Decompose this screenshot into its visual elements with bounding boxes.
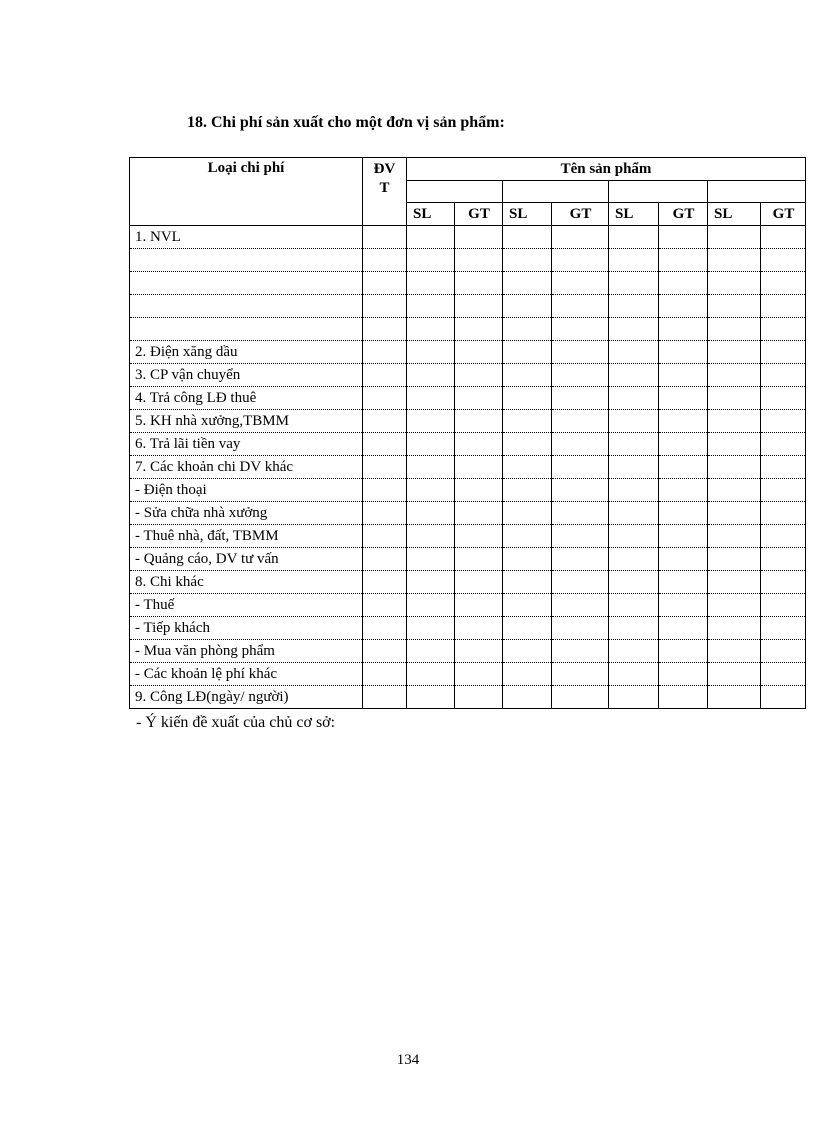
table-row xyxy=(130,548,806,571)
table-row xyxy=(130,502,806,525)
value-cell[interactable] xyxy=(552,456,609,479)
unit-cell[interactable] xyxy=(363,594,407,617)
value-cell[interactable] xyxy=(659,571,708,594)
cost-type-label: - Thuê nhà, đất, TBMM xyxy=(130,525,363,548)
quantity-cell[interactable] xyxy=(407,571,455,594)
table-row xyxy=(130,272,806,295)
value-cell[interactable] xyxy=(761,617,806,640)
cost-type-label: 3. CP vận chuyển xyxy=(130,364,363,387)
value-cell[interactable] xyxy=(659,295,708,318)
value-cell[interactable] xyxy=(761,640,806,663)
quantity-cell[interactable] xyxy=(708,272,761,295)
cost-type-label xyxy=(130,295,363,318)
quantity-cell[interactable] xyxy=(609,295,659,318)
value-cell[interactable] xyxy=(659,318,708,341)
quantity-cell[interactable] xyxy=(708,617,761,640)
quantity-cell[interactable] xyxy=(609,364,659,387)
quantity-cell[interactable] xyxy=(407,341,455,364)
value-cell[interactable] xyxy=(552,272,609,295)
col-gt: GT xyxy=(552,203,609,226)
value-cell[interactable] xyxy=(455,318,503,341)
quantity-cell[interactable] xyxy=(503,249,552,272)
cost-table xyxy=(129,157,806,709)
quantity-cell[interactable] xyxy=(503,571,552,594)
quantity-cell[interactable] xyxy=(708,640,761,663)
table-row xyxy=(130,456,806,479)
cost-type-label xyxy=(130,272,363,295)
quantity-cell[interactable] xyxy=(503,502,552,525)
header-unit: ĐV T xyxy=(363,158,407,226)
quantity-cell[interactable] xyxy=(407,502,455,525)
value-cell[interactable] xyxy=(455,249,503,272)
quantity-cell[interactable] xyxy=(609,502,659,525)
value-cell[interactable] xyxy=(659,249,708,272)
unit-cell[interactable] xyxy=(363,548,407,571)
value-cell[interactable] xyxy=(761,295,806,318)
quantity-cell[interactable] xyxy=(503,318,552,341)
quantity-cell[interactable] xyxy=(407,272,455,295)
unit-cell[interactable] xyxy=(363,640,407,663)
table-row xyxy=(130,410,806,433)
quantity-cell[interactable] xyxy=(609,456,659,479)
value-cell[interactable] xyxy=(761,272,806,295)
table-row xyxy=(130,318,806,341)
unit-cell[interactable] xyxy=(363,364,407,387)
value-cell[interactable] xyxy=(455,387,503,410)
value-cell[interactable] xyxy=(659,502,708,525)
unit-cell[interactable] xyxy=(363,341,407,364)
table-row xyxy=(130,341,806,364)
quantity-cell[interactable] xyxy=(407,617,455,640)
product-name-cell-1[interactable] xyxy=(407,181,503,203)
value-cell[interactable] xyxy=(659,686,708,709)
cost-type-label: - Điện thoại xyxy=(130,479,363,502)
table-row xyxy=(130,433,806,456)
quantity-cell[interactable] xyxy=(503,640,552,663)
table-row xyxy=(130,686,806,709)
cost-type-label xyxy=(130,318,363,341)
quantity-cell[interactable] xyxy=(708,341,761,364)
value-cell[interactable] xyxy=(455,686,503,709)
value-cell[interactable] xyxy=(552,410,609,433)
quantity-cell[interactable] xyxy=(503,456,552,479)
quantity-cell[interactable] xyxy=(609,640,659,663)
col-gt: GT xyxy=(455,203,503,226)
quantity-cell[interactable] xyxy=(708,686,761,709)
value-cell[interactable] xyxy=(659,640,708,663)
table-row xyxy=(130,640,806,663)
quantity-cell[interactable] xyxy=(503,410,552,433)
value-cell[interactable] xyxy=(455,341,503,364)
unit-cell[interactable] xyxy=(363,456,407,479)
quantity-cell[interactable] xyxy=(503,433,552,456)
quantity-cell[interactable] xyxy=(708,594,761,617)
quantity-cell[interactable] xyxy=(407,410,455,433)
quantity-cell[interactable] xyxy=(503,594,552,617)
value-cell[interactable] xyxy=(552,571,609,594)
value-cell[interactable] xyxy=(761,548,806,571)
col-sl: SL xyxy=(609,203,659,226)
quantity-cell[interactable] xyxy=(503,295,552,318)
quantity-cell[interactable] xyxy=(407,226,455,249)
quantity-cell[interactable] xyxy=(609,410,659,433)
quantity-cell[interactable] xyxy=(708,387,761,410)
value-cell[interactable] xyxy=(455,571,503,594)
table-row xyxy=(130,571,806,594)
quantity-cell[interactable] xyxy=(708,548,761,571)
value-cell[interactable] xyxy=(455,272,503,295)
value-cell[interactable] xyxy=(761,318,806,341)
quantity-cell[interactable] xyxy=(503,479,552,502)
quantity-cell[interactable] xyxy=(609,226,659,249)
col-sl: SL xyxy=(503,203,552,226)
unit-cell[interactable] xyxy=(363,387,407,410)
value-cell[interactable] xyxy=(552,249,609,272)
quantity-cell[interactable] xyxy=(503,364,552,387)
product-name-cell-2[interactable] xyxy=(503,181,609,203)
quantity-cell[interactable] xyxy=(708,249,761,272)
value-cell[interactable] xyxy=(455,433,503,456)
value-cell[interactable] xyxy=(761,571,806,594)
cost-type-label xyxy=(130,249,363,272)
page-number: 134 xyxy=(396,1052,420,1068)
value-cell[interactable] xyxy=(455,479,503,502)
quantity-cell[interactable] xyxy=(708,410,761,433)
col-sl: SL xyxy=(708,203,761,226)
value-cell[interactable] xyxy=(659,479,708,502)
quantity-cell[interactable] xyxy=(407,594,455,617)
table-row xyxy=(130,226,806,249)
unit-cell[interactable] xyxy=(363,410,407,433)
value-cell[interactable] xyxy=(659,387,708,410)
value-cell[interactable] xyxy=(659,525,708,548)
quantity-cell[interactable] xyxy=(609,594,659,617)
value-cell[interactable] xyxy=(455,502,503,525)
value-cell[interactable] xyxy=(552,548,609,571)
unit-cell[interactable] xyxy=(363,249,407,272)
quantity-cell[interactable] xyxy=(407,548,455,571)
value-cell[interactable] xyxy=(455,525,503,548)
cost-type-label: - Sửa chữa nhà xưởng xyxy=(130,502,363,525)
quantity-cell[interactable] xyxy=(407,433,455,456)
quantity-cell[interactable] xyxy=(609,548,659,571)
quantity-cell[interactable] xyxy=(609,479,659,502)
value-cell[interactable] xyxy=(761,594,806,617)
quantity-cell[interactable] xyxy=(407,686,455,709)
table-row xyxy=(130,525,806,548)
quantity-cell[interactable] xyxy=(503,617,552,640)
quantity-cell[interactable] xyxy=(708,226,761,249)
value-cell[interactable] xyxy=(659,663,708,686)
table-row xyxy=(130,663,806,686)
cost-type-label: 5. KH nhà xưởng,TBMM xyxy=(130,410,363,433)
col-gt: GT xyxy=(659,203,708,226)
quantity-cell[interactable] xyxy=(708,479,761,502)
unit-cell[interactable] xyxy=(363,525,407,548)
unit-cell[interactable] xyxy=(363,295,407,318)
quantity-cell[interactable] xyxy=(503,272,552,295)
quantity-cell[interactable] xyxy=(609,341,659,364)
value-cell[interactable] xyxy=(552,387,609,410)
quantity-cell[interactable] xyxy=(407,663,455,686)
cost-rows xyxy=(130,226,806,709)
value-cell[interactable] xyxy=(761,525,806,548)
quantity-cell[interactable] xyxy=(609,663,659,686)
cost-type-label: - Các khoản lệ phí khác xyxy=(130,663,363,686)
quantity-cell[interactable] xyxy=(609,249,659,272)
product-name-cell-4[interactable] xyxy=(708,181,806,203)
unit-cell[interactable] xyxy=(363,272,407,295)
cost-type-label: - Quảng cáo, DV tư vấn xyxy=(130,548,363,571)
cost-type-label: 2. Điện xăng dầu xyxy=(130,341,363,364)
quantity-cell[interactable] xyxy=(407,249,455,272)
cost-type-label: 9. Công LĐ(ngày/ người) xyxy=(130,686,363,709)
table-row xyxy=(130,364,806,387)
value-cell[interactable] xyxy=(659,272,708,295)
quantity-cell[interactable] xyxy=(407,364,455,387)
value-cell[interactable] xyxy=(552,364,609,387)
quantity-cell[interactable] xyxy=(407,456,455,479)
quantity-cell[interactable] xyxy=(407,479,455,502)
value-cell[interactable] xyxy=(659,617,708,640)
unit-cell[interactable] xyxy=(363,502,407,525)
cost-type-label: 4. Trả công LĐ thuê xyxy=(130,387,363,410)
value-cell[interactable] xyxy=(659,456,708,479)
value-cell[interactable] xyxy=(455,548,503,571)
value-cell[interactable] xyxy=(455,617,503,640)
cost-type-label: - Mua văn phòng phẩm xyxy=(130,640,363,663)
value-cell[interactable] xyxy=(552,502,609,525)
value-cell[interactable] xyxy=(659,226,708,249)
table-row xyxy=(130,479,806,502)
value-cell[interactable] xyxy=(552,433,609,456)
value-cell[interactable] xyxy=(552,594,609,617)
cost-type-label: 6. Trả lãi tiền vay xyxy=(130,433,363,456)
value-cell[interactable] xyxy=(761,226,806,249)
cost-type-label: 7. Các khoản chi DV khác xyxy=(130,456,363,479)
quantity-cell[interactable] xyxy=(407,318,455,341)
quantity-cell[interactable] xyxy=(609,433,659,456)
value-cell[interactable] xyxy=(659,594,708,617)
cost-type-label: 1. NVL xyxy=(130,226,363,249)
quantity-cell[interactable] xyxy=(503,341,552,364)
quantity-cell[interactable] xyxy=(503,226,552,249)
quantity-cell[interactable] xyxy=(407,387,455,410)
quantity-cell[interactable] xyxy=(609,525,659,548)
owner-proposal-note: - Ý kiến đề xuất của chủ cơ sở: xyxy=(136,714,336,731)
value-cell[interactable] xyxy=(659,364,708,387)
value-cell[interactable] xyxy=(552,341,609,364)
unit-cell[interactable] xyxy=(363,479,407,502)
cost-type-label: - Thuế xyxy=(130,594,363,617)
quantity-cell[interactable] xyxy=(407,295,455,318)
quantity-cell[interactable] xyxy=(503,548,552,571)
unit-cell[interactable] xyxy=(363,571,407,594)
value-cell[interactable] xyxy=(761,479,806,502)
quantity-cell[interactable] xyxy=(503,686,552,709)
table-row xyxy=(130,617,806,640)
quantity-cell[interactable] xyxy=(609,571,659,594)
value-cell[interactable] xyxy=(761,686,806,709)
cost-type-label: 8. Chi khác xyxy=(130,571,363,594)
value-cell[interactable] xyxy=(455,410,503,433)
unit-cell[interactable] xyxy=(363,686,407,709)
quantity-cell[interactable] xyxy=(708,525,761,548)
value-cell[interactable] xyxy=(455,226,503,249)
value-cell[interactable] xyxy=(552,226,609,249)
unit-cell[interactable] xyxy=(363,226,407,249)
quantity-cell[interactable] xyxy=(609,686,659,709)
product-name-cell-3[interactable] xyxy=(609,181,708,203)
value-cell[interactable] xyxy=(552,640,609,663)
quantity-cell[interactable] xyxy=(609,617,659,640)
value-cell[interactable] xyxy=(552,686,609,709)
unit-cell[interactable] xyxy=(363,318,407,341)
value-cell[interactable] xyxy=(455,640,503,663)
quantity-cell[interactable] xyxy=(609,318,659,341)
value-cell[interactable] xyxy=(761,387,806,410)
quantity-cell[interactable] xyxy=(407,525,455,548)
quantity-cell[interactable] xyxy=(609,272,659,295)
quantity-cell[interactable] xyxy=(503,525,552,548)
value-cell[interactable] xyxy=(455,663,503,686)
value-cell[interactable] xyxy=(552,479,609,502)
quantity-cell[interactable] xyxy=(503,387,552,410)
cost-type-label: - Tiếp khách xyxy=(130,617,363,640)
value-cell[interactable] xyxy=(552,525,609,548)
value-cell[interactable] xyxy=(659,548,708,571)
table-row xyxy=(130,387,806,410)
value-cell[interactable] xyxy=(552,318,609,341)
value-cell[interactable] xyxy=(761,433,806,456)
section-title: 18. Chi phí sản xuất cho một đơn vị sản phẩm: xyxy=(187,114,505,131)
unit-cell[interactable] xyxy=(363,433,407,456)
quantity-cell[interactable] xyxy=(708,364,761,387)
value-cell[interactable] xyxy=(761,410,806,433)
value-cell[interactable] xyxy=(761,249,806,272)
unit-cell[interactable] xyxy=(363,617,407,640)
value-cell[interactable] xyxy=(761,456,806,479)
value-cell[interactable] xyxy=(659,410,708,433)
value-cell[interactable] xyxy=(455,456,503,479)
value-cell[interactable] xyxy=(455,594,503,617)
quantity-cell[interactable] xyxy=(708,295,761,318)
quantity-cell[interactable] xyxy=(708,456,761,479)
table-row xyxy=(130,295,806,318)
unit-cell[interactable] xyxy=(363,663,407,686)
table-row xyxy=(130,594,806,617)
value-cell[interactable] xyxy=(761,663,806,686)
header-products: Tên sản phẩm xyxy=(407,158,806,181)
value-cell[interactable] xyxy=(761,364,806,387)
table-row xyxy=(130,249,806,272)
col-gt: GT xyxy=(761,203,806,226)
value-cell[interactable] xyxy=(552,295,609,318)
quantity-cell[interactable] xyxy=(503,663,552,686)
value-cell[interactable] xyxy=(552,663,609,686)
value-cell[interactable] xyxy=(659,341,708,364)
value-cell[interactable] xyxy=(455,364,503,387)
quantity-cell[interactable] xyxy=(407,640,455,663)
value-cell[interactable] xyxy=(659,433,708,456)
value-cell[interactable] xyxy=(455,295,503,318)
quantity-cell[interactable] xyxy=(609,387,659,410)
quantity-cell[interactable] xyxy=(708,433,761,456)
col-sl: SL xyxy=(407,203,455,226)
value-cell[interactable] xyxy=(552,617,609,640)
quantity-cell[interactable] xyxy=(708,663,761,686)
value-cell[interactable] xyxy=(761,341,806,364)
header-cost-type: Loại chi phí xyxy=(130,158,363,226)
quantity-cell[interactable] xyxy=(708,571,761,594)
value-cell[interactable] xyxy=(761,502,806,525)
quantity-cell[interactable] xyxy=(708,318,761,341)
quantity-cell[interactable] xyxy=(708,502,761,525)
